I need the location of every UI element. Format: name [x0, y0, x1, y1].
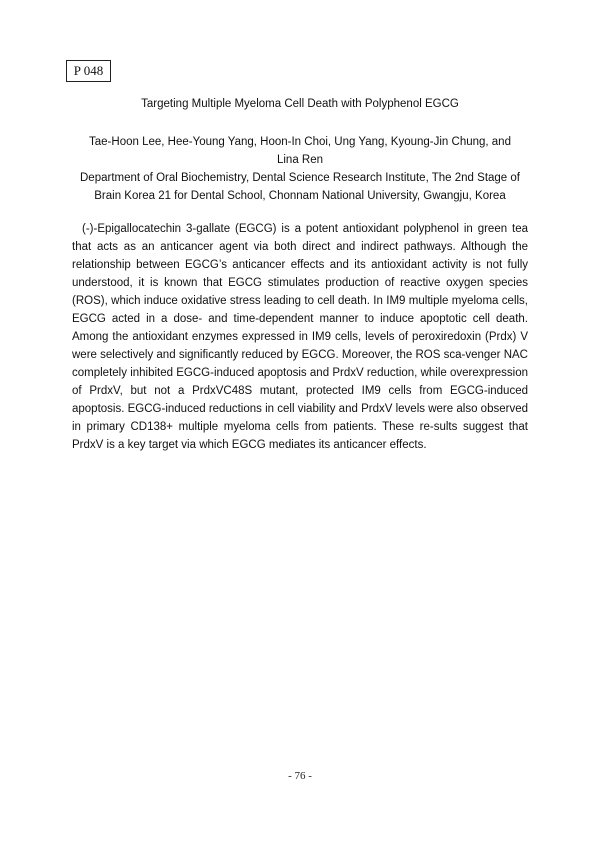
author-list: Tae-Hoon Lee, Hee-Young Yang, Hoon-In Choi, Ung Yang, Kyoung-Jin Chung, and Lina Ren — [89, 136, 511, 166]
author-affiliation: Department of Oral Biochemistry, Dental Science Research Institute, The 2nd Stage of Brain Korea 21 for Dental School, Chonnam National University, Gwangju, Korea — [80, 172, 520, 202]
page-number: - 76 - — [288, 770, 312, 782]
abstract-body: (-)-Epigallocatechin 3-gallate (EGCG) is a potent antioxidant polyphenol in green tea that acts as an anticancer agent via both direct and indirect pathways. Although the relationship between EGCG’s anticancer effects and its antioxidant activity is not fully understood, it is known that EGCG stimulates production of reactive oxygen species (ROS), which induce oxidative stress leading to cell death. In IM9 multiple myeloma cells, EGCG acted in a dose- and time-dependent manner to induce apoptotic cell death. Among the antioxidant enzymes expressed in IM9 cells, levels of peroxiredoxin (Prdx) V were selectively and significantly reduced by EGCG. Moreover, the ROS sca-venger NAC completely inhibited EGCG-induced apoptosis and PrdxV reduction, while overexpression of PrdxV, but not a PrdxVC48S mutant, protected IM9 cells from EGCG-induced apoptosis. EGCG-induced reductions in cell viability and PrdxV levels were also observed in primary CD138+ multiple myeloma cells from patients. These re-sults suggest that PrdxV is a key target via which EGCG mediates its anticancer effects. — [72, 223, 528, 451]
poster-id-box: P 048 — [66, 60, 111, 82]
abstract-title: Targeting Multiple Myeloma Cell Death with Polyphenol EGCG — [141, 98, 459, 110]
